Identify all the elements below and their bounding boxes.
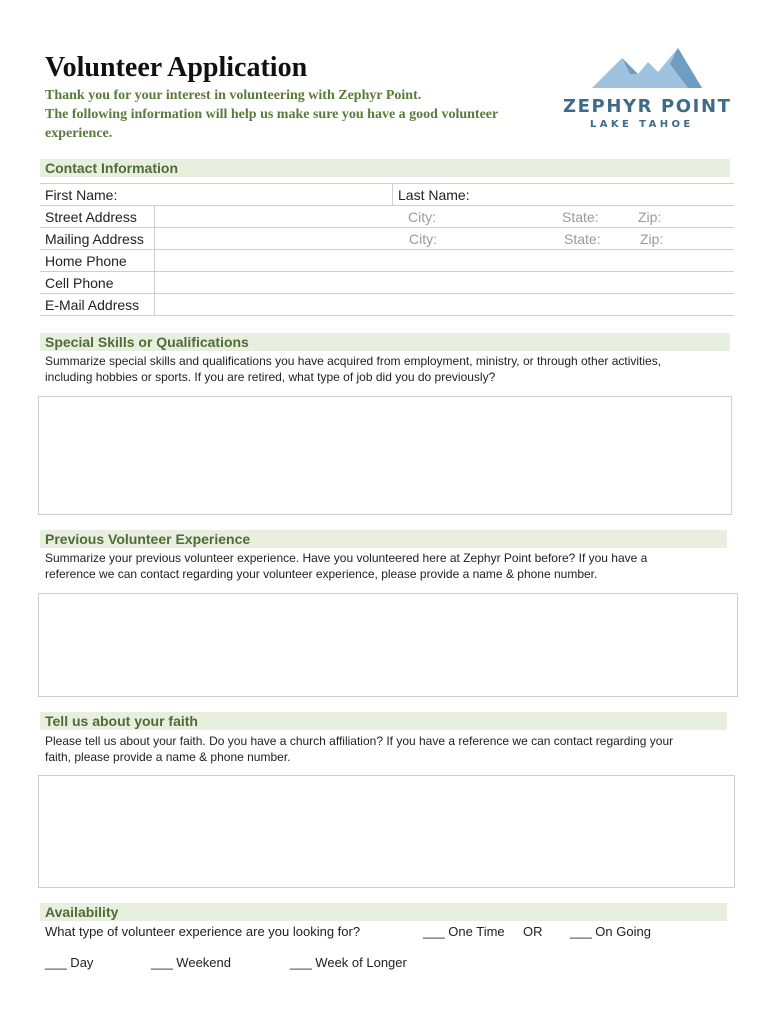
intro-line: experience.	[45, 126, 113, 141]
logo-subtitle: LAKE TAHOE	[590, 119, 694, 130]
one-time-option[interactable]: ___ One Time	[423, 924, 505, 939]
mailing-address-row[interactable]	[40, 228, 734, 250]
cell-phone-label: Cell Phone	[45, 275, 114, 291]
faith-description	[45, 733, 725, 765]
divider	[154, 250, 155, 271]
description-line: Summarize special skills and qualifications you have acquired from employment, ministry, or through other activities,	[45, 354, 662, 368]
section-heading-faith: Tell us about your faith	[40, 712, 727, 730]
description-line: including hobbies or sports. If you are retired, what type of job did you do previously?	[45, 370, 496, 384]
or-label: OR	[523, 924, 543, 939]
state-placeholder: State:	[562, 209, 599, 225]
email-row[interactable]	[40, 294, 734, 316]
week-or-longer-option[interactable]: ___ Week of Longer	[290, 955, 407, 970]
section-heading-availability: Availability	[40, 903, 727, 921]
first-name-label: First Name:	[45, 187, 118, 203]
email-label: E-Mail Address	[45, 297, 140, 313]
availability-question: What type of volunteer experience are you looking for?	[45, 924, 361, 939]
section-heading-skills: Special Skills or Qualifications	[40, 333, 730, 351]
zephyr-point-logo	[560, 44, 735, 134]
divider	[392, 184, 393, 205]
state-placeholder: State:	[564, 231, 601, 247]
divider	[154, 228, 155, 249]
street-address-row[interactable]	[40, 206, 734, 228]
first-last-name-row	[40, 184, 734, 206]
previous-description	[45, 550, 725, 582]
mountain-icon	[560, 44, 735, 94]
divider	[154, 206, 155, 227]
skills-textarea[interactable]	[38, 396, 732, 515]
description-line: faith, please provide a name & phone number.	[45, 750, 291, 764]
section-heading-contact: Contact Information	[40, 159, 730, 177]
day-option[interactable]: ___ Day	[45, 955, 94, 970]
weekend-option[interactable]: ___ Weekend	[151, 955, 231, 970]
zip-placeholder: Zip:	[638, 209, 662, 225]
zip-placeholder: Zip:	[640, 231, 664, 247]
previous-experience-textarea[interactable]	[38, 593, 738, 697]
street-address-label: Street Address	[45, 209, 137, 225]
home-phone-label: Home Phone	[45, 253, 127, 269]
last-name-label: Last Name:	[398, 187, 470, 203]
divider	[154, 272, 155, 293]
faith-textarea[interactable]	[38, 775, 735, 888]
divider	[154, 294, 155, 315]
mailing-address-label: Mailing Address	[45, 231, 144, 247]
cell-phone-row[interactable]	[40, 272, 734, 294]
skills-description	[45, 353, 725, 385]
section-heading-previous: Previous Volunteer Experience	[40, 530, 727, 548]
intro-line: Thank you for your interest in volunteering with Zephyr Point.	[45, 88, 422, 103]
intro-text	[45, 86, 555, 143]
description-line: Please tell us about your faith. Do you have a church affiliation? If you have a reference we can contact regarding your	[45, 734, 674, 748]
city-placeholder: City:	[408, 209, 436, 225]
logo-name: ZEPHYR POINT	[563, 96, 732, 117]
city-placeholder: City:	[409, 231, 437, 247]
on-going-option[interactable]: ___ On Going	[570, 924, 651, 939]
description-line: reference we can contact regarding your volunteer experience, please provide a name & phone number.	[45, 567, 598, 581]
description-line: Summarize your previous volunteer experience. Have you volunteered here at Zephyr Point before? If you have a	[45, 551, 648, 565]
home-phone-row[interactable]	[40, 250, 734, 272]
page-title: Volunteer Application	[45, 52, 308, 83]
intro-line: The following information will help us make sure you have a good volunteer	[45, 107, 499, 122]
